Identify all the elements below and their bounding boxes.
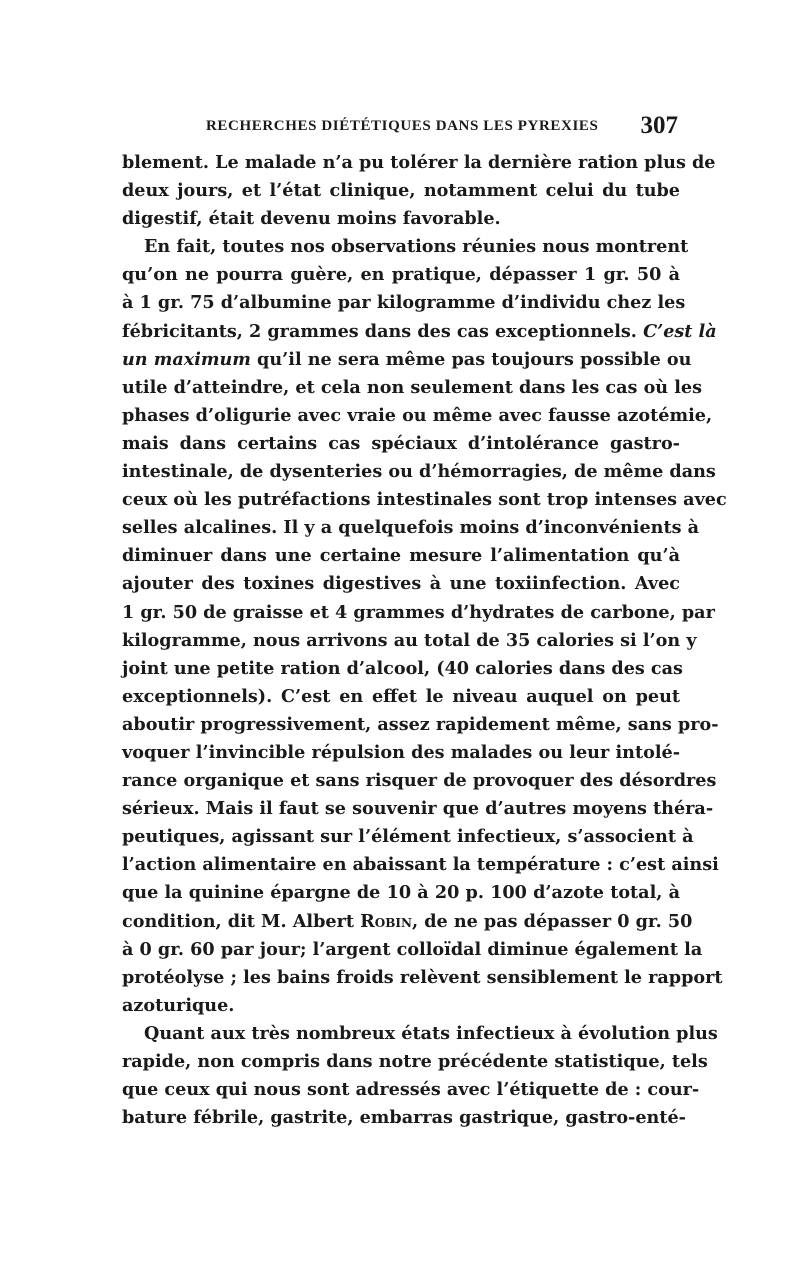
- text-line: azoturique.: [122, 994, 235, 1016]
- text-line: protéolyse ; les bains froids relèvent sensiblement le rapport: [122, 966, 723, 988]
- text-run: condition, dit M. Albert: [122, 910, 361, 932]
- body-text: [122, 149, 727, 1132]
- text-line: rance organique et sans risquer de provoquer des désordres: [122, 770, 717, 792]
- text-run: qu’il ne sera même pas toujours possible ou: [250, 348, 692, 370]
- author-name-smallcaps: Robin: [360, 910, 412, 932]
- text-line: [122, 908, 693, 936]
- page-number: 307: [640, 112, 678, 139]
- text-line: utile d’atteindre, et cela non seulement dans les cas où les: [122, 376, 703, 398]
- text-line: que la quinine épargne de 10 à 20 p. 100 d’azote total, à: [122, 882, 680, 904]
- text-line: [122, 346, 692, 374]
- text-line: bature fébrile, gastrite, embarras gastrique, gastro-enté-: [122, 1107, 686, 1129]
- text-line: à 1 gr. 75 d’albumine par kilogramme d’individu chez les: [122, 292, 686, 314]
- text-line: que ceux qui nous sont adressés avec l’étiquette de : cour-: [122, 1079, 700, 1101]
- text-line: aboutir progressivement, assez rapidement même, sans pro-: [122, 713, 719, 735]
- text-run: , de ne pas dépasser 0 gr. 50: [411, 910, 693, 932]
- paragraph-first-line: En fait, toutes nos observations réunies nous montrent: [144, 236, 689, 258]
- running-head: [122, 112, 678, 144]
- text-line: 1 gr. 50 de graisse et 4 grammes d’hydrates de carbone, par: [122, 601, 715, 623]
- paragraph-first-line: Quant aux très nombreux états infectieux à évolution plus: [144, 1022, 718, 1044]
- italic-run: un maximum: [122, 348, 251, 370]
- running-title: RECHERCHES DIÉTÉTIQUES DANS LES PYREXIES: [206, 118, 599, 134]
- text-line: peutiques, agissant sur l’élément infectieux, s’associent à: [122, 826, 694, 848]
- text-line: rapide, non compris dans notre précédente statistique, tels: [122, 1051, 708, 1072]
- text-line: exceptionnels). C’est en effet le niveau auquel on peut: [122, 685, 680, 707]
- text-line: kilogramme, nous arrivons au total de 35 calories si l’on y: [122, 629, 697, 651]
- italic-run: C’est là: [643, 320, 717, 342]
- text-line: à 0 gr. 60 par jour; l’argent colloïdal diminue également la: [122, 938, 703, 960]
- text-line: deux jours, et l’état clinique, notamment celui du tube: [122, 180, 680, 202]
- text-line: diminuer dans une certaine mesure l’alimentation qu’à: [122, 545, 680, 567]
- text-run: fébricitants, 2 grammes dans des cas exceptionnels.: [122, 320, 644, 342]
- text-line: ajouter des toxines digestives à une toxiinfection. Avec: [122, 573, 680, 595]
- text-line: sérieux. Mais il faut se souvenir que d’autres moyens théra-: [122, 798, 714, 820]
- text-line: [122, 318, 717, 346]
- text-line: ceux où les putréfactions intestinales sont trop intenses avec: [122, 489, 727, 511]
- text-line: intestinale, de dysenteries ou d’hémorragies, de même dans: [122, 461, 716, 483]
- text-line: qu’on ne pourra guère, en pratique, dépasser 1 gr. 50 à: [122, 264, 680, 286]
- text-line: phases d’oligurie avec vraie ou même avec fausse azotémie,: [122, 404, 713, 426]
- text-line: l’action alimentaire en abaissant la température : c’est ainsi: [122, 854, 719, 876]
- text-line: mais dans certains cas spéciaux d’intolérance gastro-: [122, 432, 680, 454]
- text-line: digestif, était devenu moins favorable.: [122, 208, 501, 230]
- text-line: selles alcalines. Il y a quelquefois moins d’inconvénients à: [122, 517, 700, 539]
- text-line: joint une petite ration d’alcool, (40 calories dans des cas: [122, 657, 683, 679]
- text-line: voquer l’invincible répulsion des malades ou leur intolé-: [122, 741, 680, 763]
- text-line: blement. Le malade n’a pu tolérer la dernière ration plus de: [122, 152, 716, 173]
